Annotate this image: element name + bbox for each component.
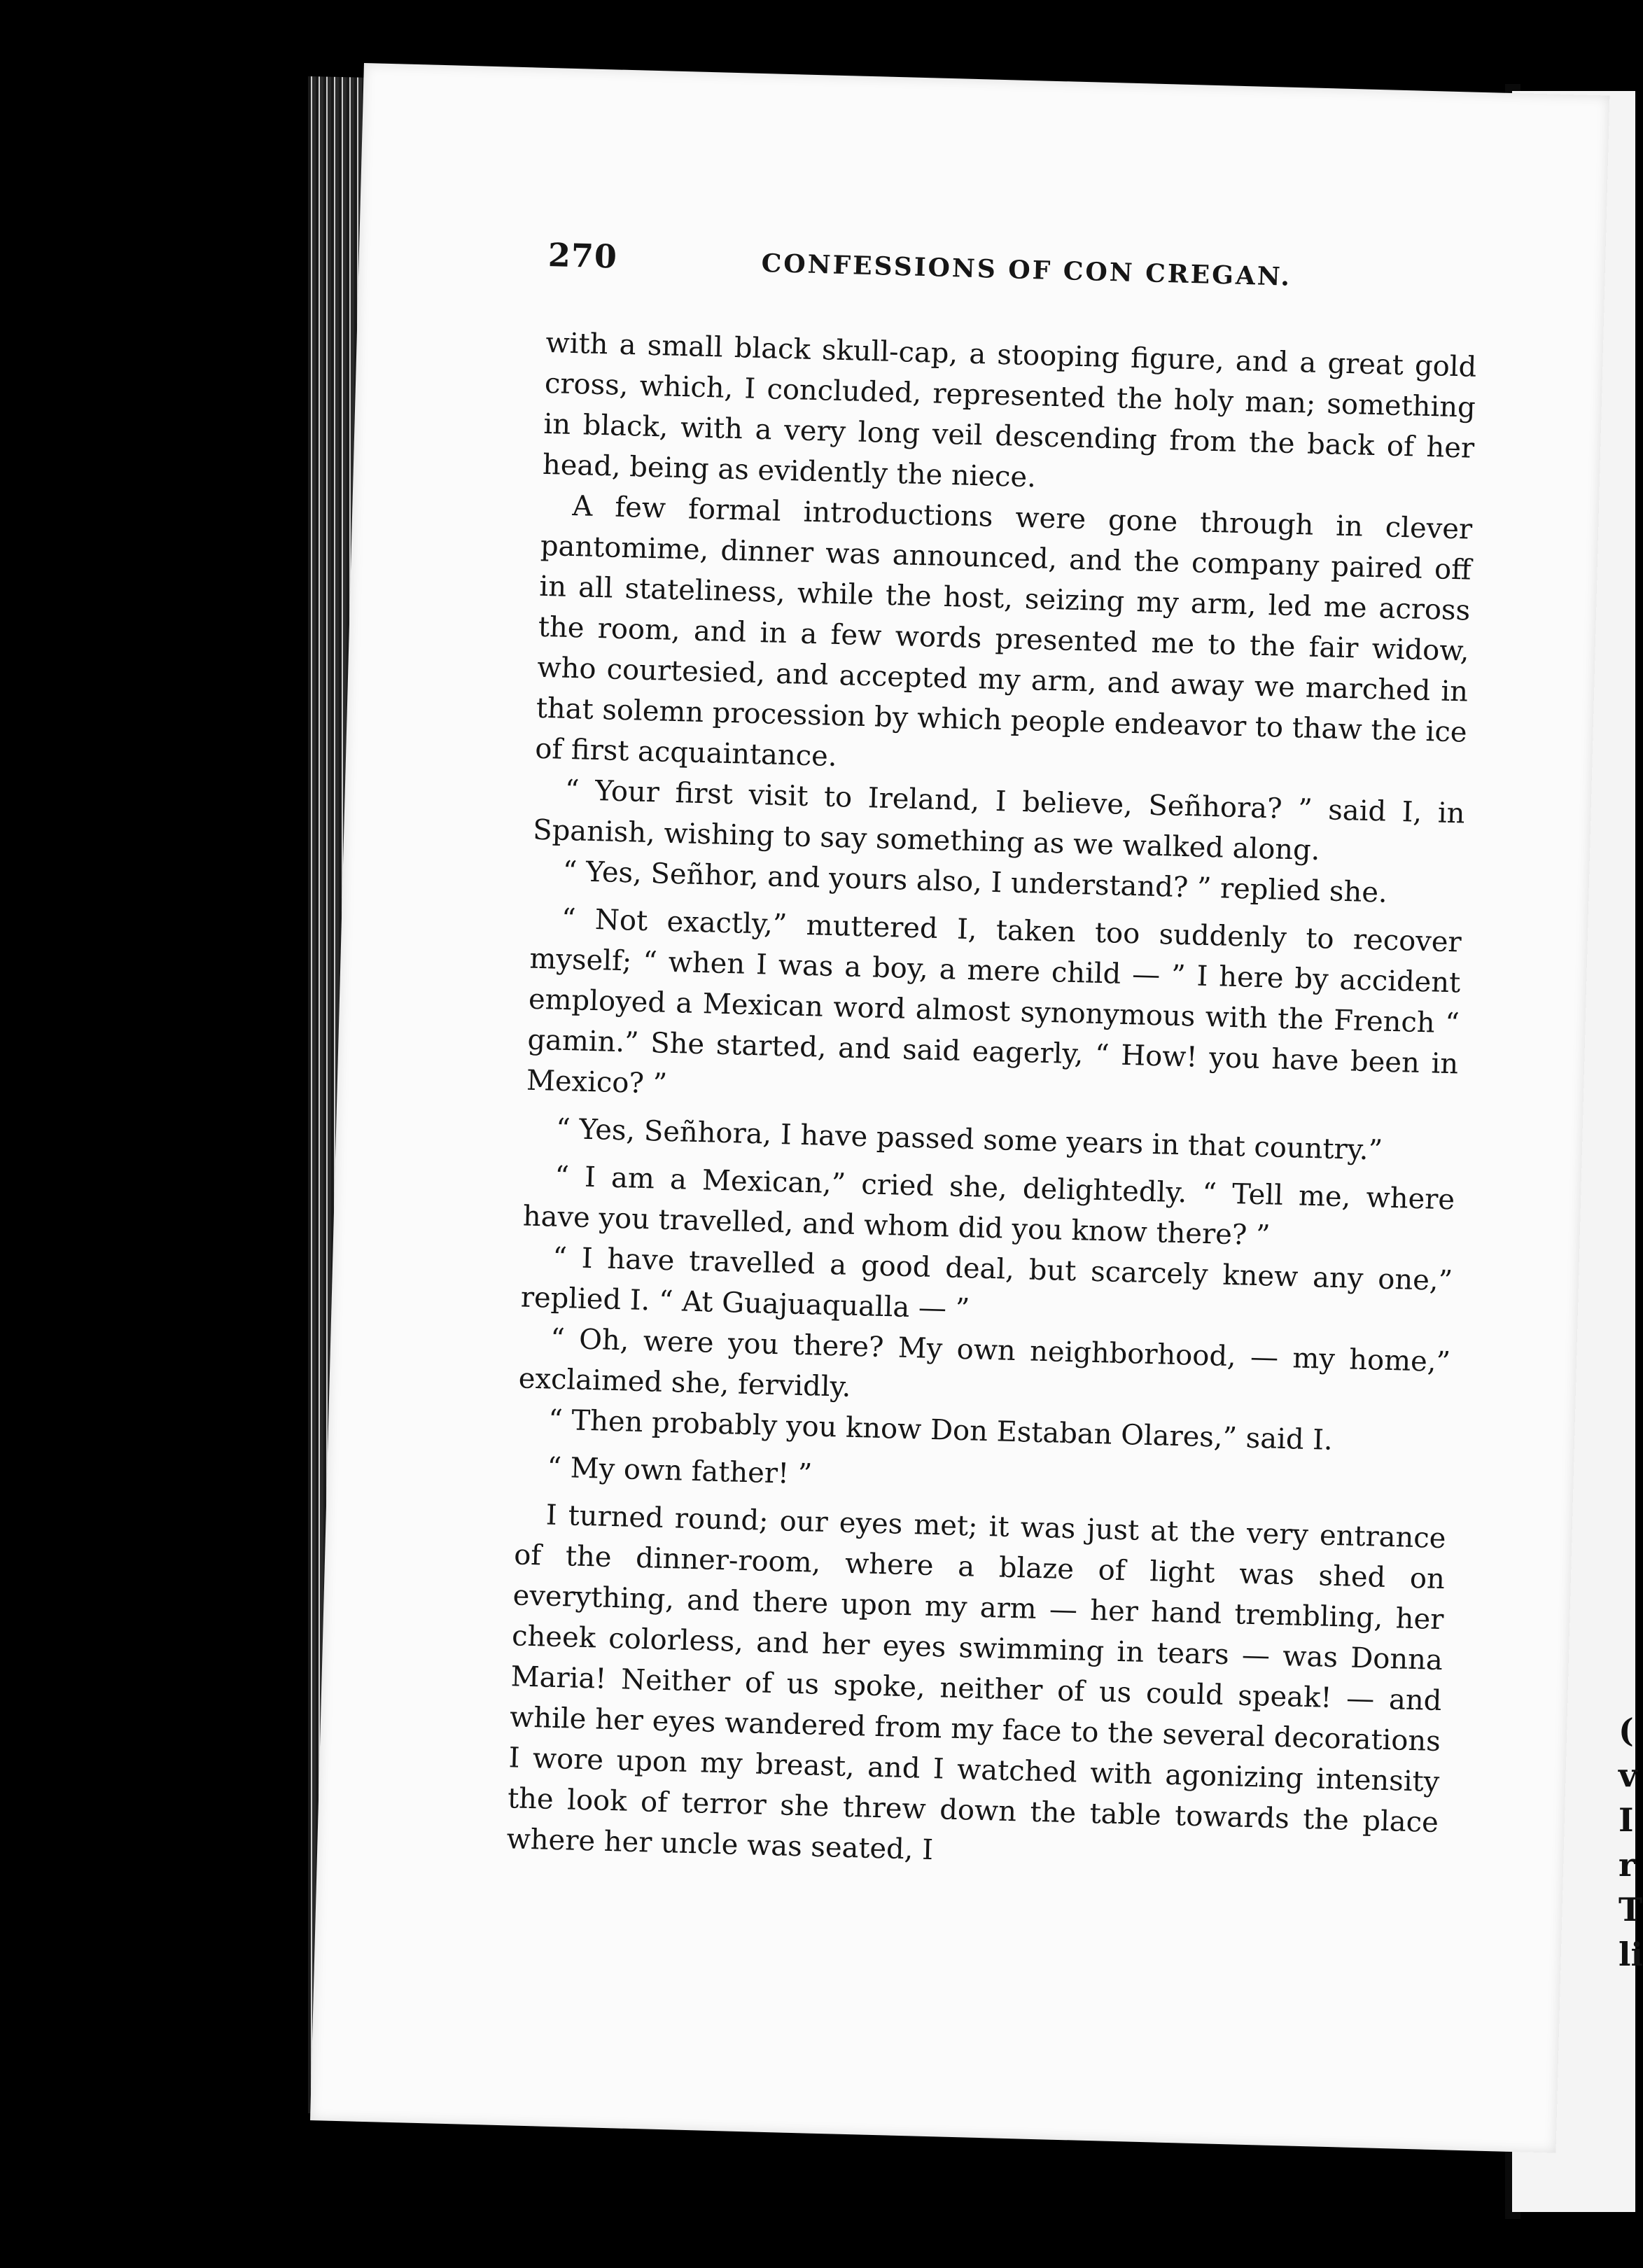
fragment: li: [1618, 1935, 1643, 1973]
paragraph: “ Yes, Señhora, I have passed some years in that country.”: [555, 1112, 1383, 1167]
fragment: r: [1618, 1846, 1636, 1884]
fragment: (: [1618, 1712, 1634, 1749]
paragraph: I turned round; our eyes met; it was just at the very entrance of the dinner-room, where a blaze of light was shed on everything, and there upon my arm — her hand trembling, her cheek colorless, and her eyes swimming in tears — was Donna Maria! Neither of us spoke, neither of us could speak! — and while her eyes wandered from my face to the several decorations I wore upon my breast, and I watched with agonizing intensity the look of terror she threw down the table towards the place where her uncle was seated, I: [506, 1499, 1446, 1867]
facing-page-fragments: [1618, 1708, 1643, 1977]
paragraph: “ My own father! ”: [546, 1451, 813, 1491]
paragraph: A few formal introductions were gone through in clever pantomime, dinner was announced, and the company paired off in all stateliness, while the host, seizing my arm, led me across the room, and in a few words presented me to the fair widow, who courtesied, and accepted my arm, and away we marched in that solemn procession by which people endeavor to thaw the ice of first acquaintance.: [534, 490, 1473, 774]
page-content: [506, 236, 1479, 1884]
paragraph: “ Your first visit to Ireland, I believe, Señhora? ” said I, in Spanish, wishing to say something as we walked along.: [532, 774, 1466, 867]
body-text: [506, 323, 1477, 1884]
paragraph: “ Oh, were you there? My own neighborhood, — my home,” exclaimed she, fervidly.: [518, 1322, 1451, 1404]
paragraph: “ I am a Mexican,” cried she, delightedly. “ Tell me, where have you travelled, and whom did you know there? ”: [522, 1160, 1455, 1252]
paragraph: “ Yes, Señhor, and yours also, I understand? ” replied she.: [562, 855, 1388, 909]
paragraph: “ Then probably you know Don Estaban Olares,” said I.: [547, 1404, 1334, 1457]
running-head: [547, 236, 1480, 316]
fragment: I: [1618, 1801, 1634, 1839]
book-page: [310, 63, 1609, 2153]
paragraph: with a small black skull-cap, a stooping figure, and a great gold cross, which, I concluded, represented the holy man; something in black, with a very long veil descending from the back of her head, being as evidently the niece.: [542, 326, 1477, 494]
running-title: CONFESSIONS OF CON CREGAN.: [761, 248, 1292, 292]
fragment: v: [1618, 1756, 1637, 1794]
fragment: T: [1618, 1891, 1643, 1928]
paragraph: “ Not exactly,” muttered I, taken too suddenly to recover myself; “ when I was a boy, a mere child — ” I here by accident employed a Mexican word almost synonymous with the French “ gamin.” She started, and said eagerly, “ How! you have been in Mexico? ”: [526, 902, 1462, 1100]
paragraph: “ I have travelled a good deal, but scarcely knew any one,” replied I. “ At Guajuaqualla — ”: [520, 1241, 1453, 1326]
page-number: 270: [547, 235, 618, 276]
